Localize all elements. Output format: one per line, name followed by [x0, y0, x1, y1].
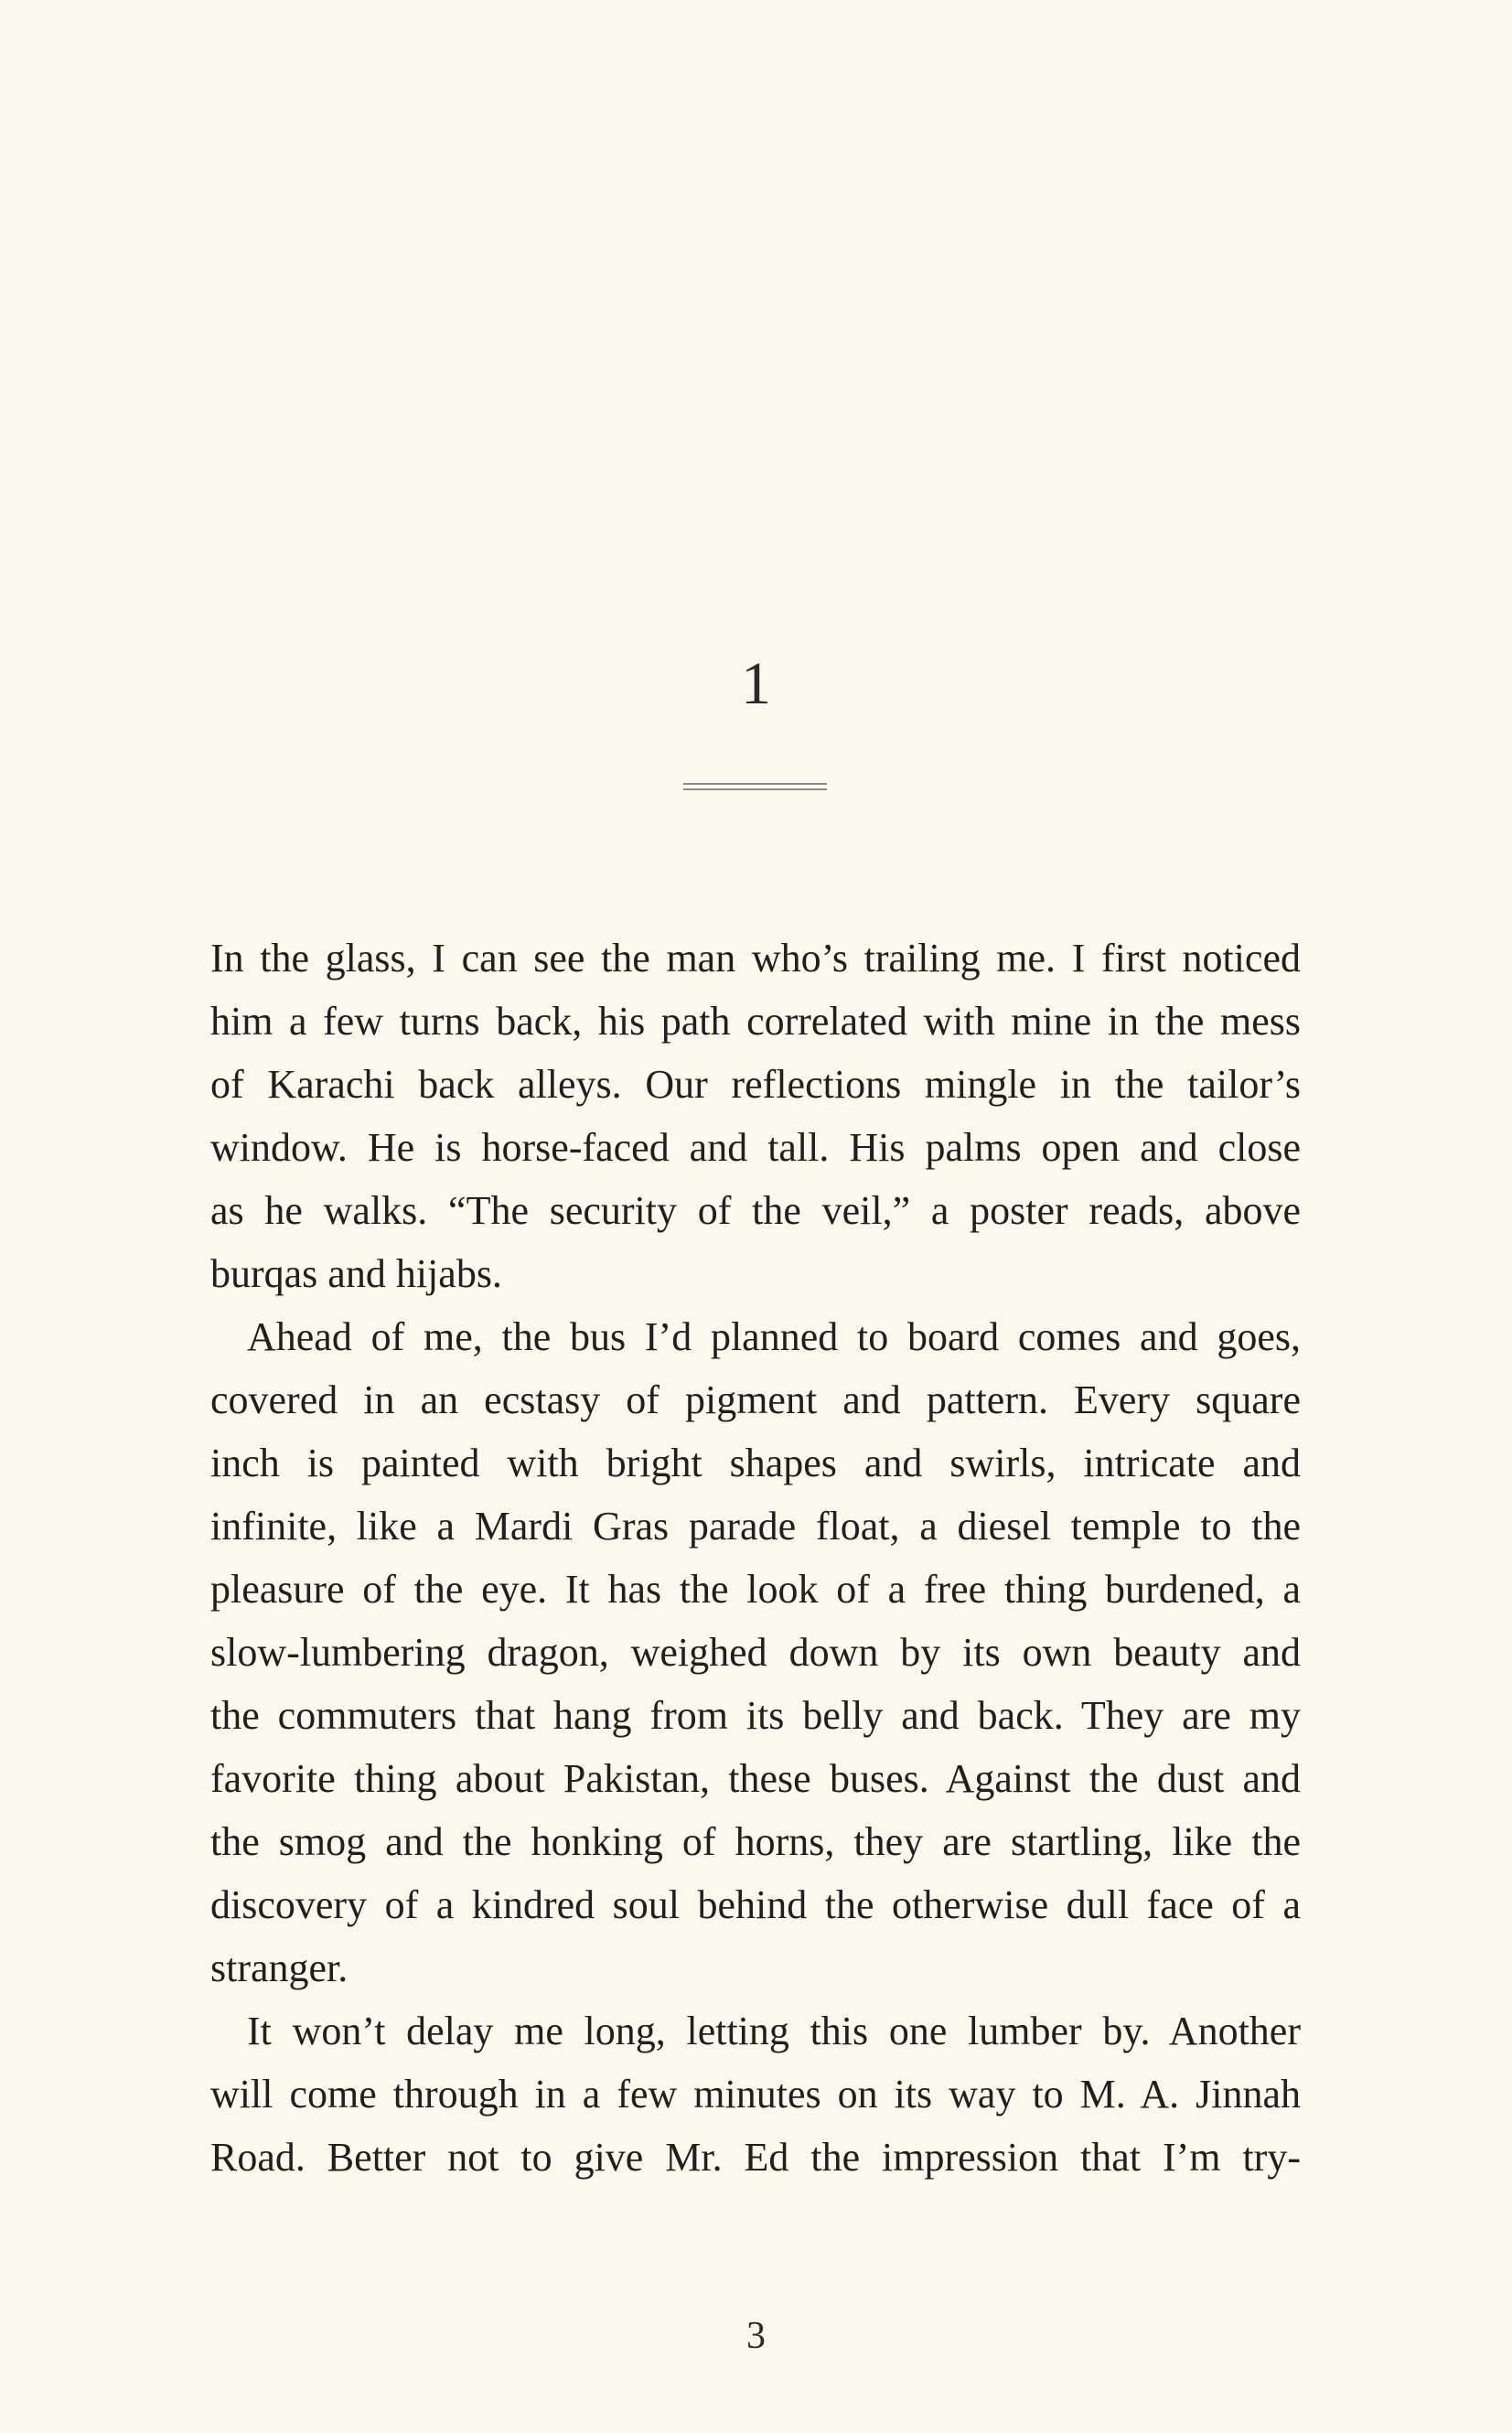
text-line: inch is painted with bright shapes and swirls, intricate and [210, 1441, 1301, 1485]
text-line: discovery of a kindred soul behind the otherwise dull face of a [210, 1882, 1301, 1927]
page-number: 3 [746, 2315, 766, 2357]
chapter-divider-line-bottom [683, 788, 827, 790]
text-line: pleasure of the eye. It has the look of a free thing burdened, a [210, 1567, 1301, 1612]
text-line: burqas and hijabs. [210, 1251, 502, 1296]
chapter-number: 1 [741, 650, 771, 717]
text-line: of Karachi back alleys. Our reflections mingle in the tailor’s [210, 1062, 1301, 1107]
text-line: infinite, like a Mardi Gras parade float, a diesel temple to the [210, 1504, 1301, 1549]
text-line: stranger. [210, 1945, 349, 1990]
paragraph-1 [210, 927, 1301, 1305]
text-line: him a few turns back, his path correlated with mine in the mess [210, 999, 1301, 1044]
text-line: window. He is horse-faced and tall. His palms open and close [210, 1125, 1301, 1170]
text-line: slow-lumbering dragon, weighed down by its own beauty and [210, 1630, 1301, 1675]
body-text [210, 927, 1301, 2189]
text-line: will come through in a few minutes on its way to M. A. Jinnah [210, 2072, 1301, 2117]
text-line: the commuters that hang from its belly and back. They are my [210, 1693, 1301, 1738]
text-line: It won’t delay me long, letting this one lumber by. Another [247, 2009, 1301, 2053]
text-line: the smog and the honking of horns, they are startling, like the [210, 1819, 1301, 1864]
text-line: as he walks. “The security of the veil,” a poster reads, above [210, 1188, 1301, 1233]
text-line: Road. Better not to give Mr. Ed the impression that I’m try- [210, 2135, 1301, 2180]
text-line: In the glass, I can see the man who’s trailing me. I first noticed [210, 936, 1301, 981]
text-line: covered in an ecstasy of pigment and pattern. Every square [210, 1377, 1301, 1422]
chapter-divider-line-top [683, 783, 827, 785]
paragraph-3 [210, 1999, 1301, 2189]
paragraph-2 [210, 1305, 1301, 1999]
chapter-divider [683, 783, 827, 791]
text-line: Ahead of me, the bus I’d planned to board comes and goes, [247, 1314, 1301, 1359]
text-line: favorite thing about Pakistan, these buses. Against the dust and [210, 1756, 1301, 1801]
